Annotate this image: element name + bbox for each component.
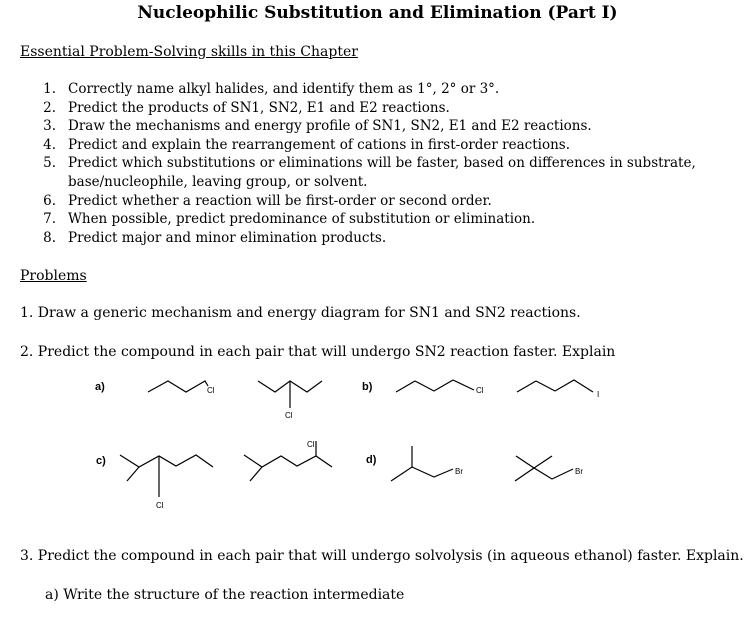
problems-heading: Problems bbox=[20, 268, 87, 284]
skill-text: Predict the products of SN1, SN2, E1 and E2 reactions. bbox=[68, 99, 450, 116]
skill-number: 6. bbox=[43, 192, 56, 209]
skill-number: 3. bbox=[43, 118, 56, 135]
skill-number: 1. bbox=[43, 81, 56, 97]
skill-number: 4. bbox=[43, 136, 56, 153]
skill-text: Predict whether a reaction will be first-order or second order. bbox=[68, 192, 492, 209]
problem-2: 2. Predict the compound in each pair that will undergo SN2 reaction faster. Explain bbox=[20, 344, 616, 360]
problem-3a: a) Write the structure of the reaction intermediate bbox=[45, 587, 405, 603]
skill-text: Correctly name alkyl halides, and identify them as 1°, 2° or 3°. bbox=[68, 81, 500, 97]
problem-1: 1. Draw a generic mechanism and energy diagram for SN1 and SN2 reactions. bbox=[20, 305, 581, 321]
atom-br-d2: Br bbox=[575, 467, 583, 476]
skill-number: 2. bbox=[43, 99, 56, 116]
atom-cl-c1: Cl bbox=[156, 501, 164, 510]
skill-text: Predict which substitutions or eliminations will be faster, based on differences in substrate, bbox=[68, 155, 696, 172]
skill-number: 8. bbox=[43, 229, 56, 246]
pair-label-c: c) bbox=[96, 455, 106, 467]
skill-number: 7. bbox=[43, 211, 56, 228]
atom-cl-a1: Cl bbox=[207, 386, 215, 395]
atom-cl-b1: Cl bbox=[476, 386, 484, 395]
pair-label-a: a) bbox=[95, 381, 105, 393]
skill-number: 5. bbox=[43, 155, 56, 172]
skills-heading: Essential Problem-Solving skills in this Chapter bbox=[20, 44, 358, 60]
skill-text: Predict major and minor elimination products. bbox=[68, 229, 387, 246]
skill-text: Draw the mechanisms and energy profile of SN1, SN2, E1 and E2 reactions. bbox=[68, 118, 592, 135]
atom-i-b2: I bbox=[597, 390, 600, 399]
skill-text: base/nucleophile, leaving group, or solvent. bbox=[68, 173, 368, 190]
skill-text: When possible, predict predominance of substitution or elimination. bbox=[68, 211, 536, 228]
problem-3: 3. Predict the compound in each pair that will undergo solvolysis (in aqueous ethanol) faster. Explain. bbox=[20, 548, 744, 564]
atom-br-d1: Br bbox=[455, 467, 463, 476]
atom-cl-c2: Cl bbox=[307, 440, 315, 449]
skill-text: Predict and explain the rearrangement of cations in first-order reactions. bbox=[68, 136, 571, 153]
pair-label-d: d) bbox=[366, 454, 377, 466]
atom-cl-a2: Cl bbox=[285, 411, 293, 420]
pair-label-b: b) bbox=[362, 381, 373, 393]
page-title: Nucleophilic Substitution and Elimination (Part I) bbox=[137, 3, 618, 23]
